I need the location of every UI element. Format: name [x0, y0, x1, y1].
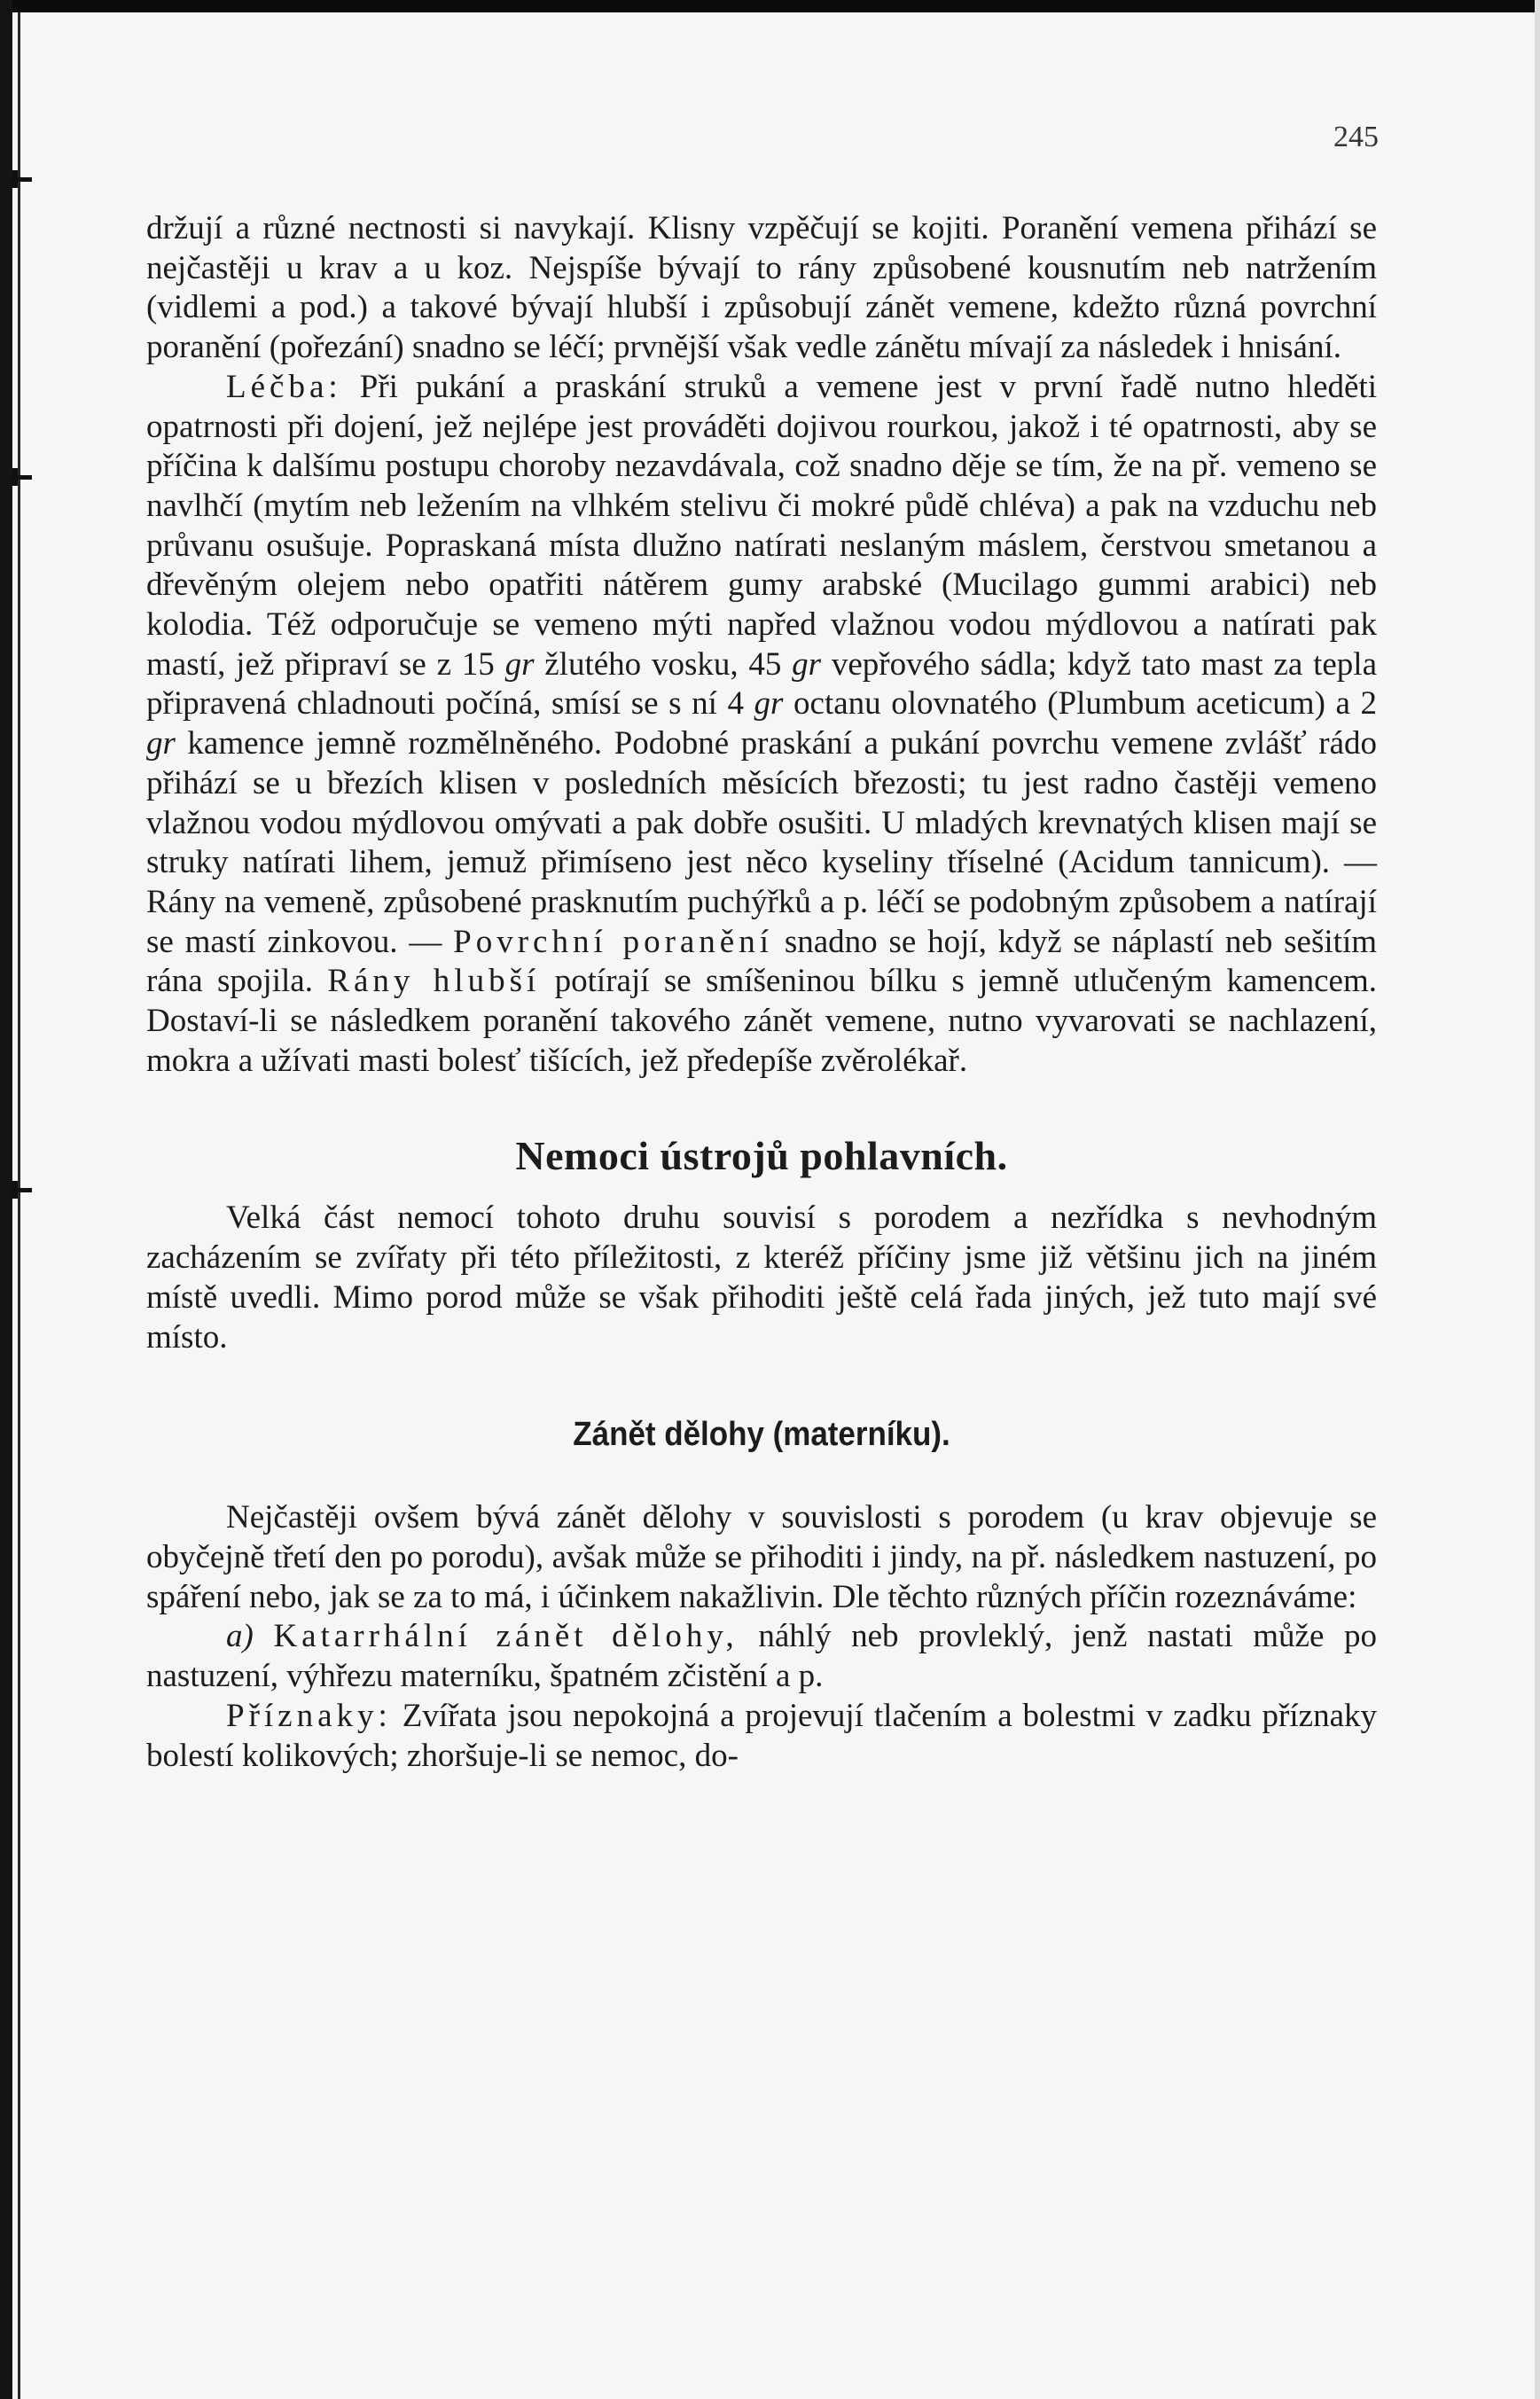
scan-border-left	[0, 0, 12, 2399]
binding-edge-line	[18, 12, 20, 2399]
paragraph-treatment: Léčba: Při pukání a praskání struků a vemene jest v první řadě nutno hleděti opatrnosti při dojení, jež nejlépe jest prováděti dojivou rourkou, jakož i té opatrnosti, aby se příčina k dalšímu postupu choroby nezavdávala, což snadno děje se tím, že na př. vemeno se navlhčí (mytím neb ležením na vlhkém stelivu či mokré půdě chléva) a pak na vzduchu neb průvanu osušuje. Popraskaná místa dlužno natírati neslaným máslem, čerstvou smetanou a dřevěným olejem nebo opatřiti nátěrem gumy arabské (Mucilago gummi arabici) neb kolodia. Též odporučuje se vemeno mýti napřed vlažnou vodou mýdlovou a natírati pak mastí, jež připraví se z 15 gr žlutého vosku, 45 gr vepřového sádla; když tato mast za tepla připravená chladnouti počíná, smísí se s ní 4 gr octanu olovnatého (Plumbum aceticum) a 2 gr kamence jemně rozmělněného. Podobné praskání a pukání povrchu vemene zvlášť rádo přihází se u březích klisen v posledních měsících březosti; tu jest radno častěji vemeno vlažnou vodou mýdlovou omývati a pak dobře osušiti. U mladých krevnatých klisen mají se struky natírati lihem, jemuž přimíseno jest něco kyseliny tříselné (Acidum tannicum). — Rány na vemeně, způsobené prasknutím puchýřků a p. léčí se podobným způsobem a natírají se mastí zinkovou. — Povrchní poranění snadno se hojí, když se náplastí neb sešitím rána spojila. Rány hlubší potírají se smíšeninou bílku s jemně utlučeným kamencem. Dostaví-li se následkem poranění takového zánět vemene, nutno vyvarovati se nachlazení, mokra a užívati masti bolesť tišících, jež předepíše zvěrolékař.	[146, 368, 1378, 1079]
label-symptoms: Příznaky:	[226, 1697, 392, 1734]
label-deep-wounds: Rány hlubší	[327, 963, 541, 1000]
paragraph-uterus-causes: Nejčastěji ovšem bývá zánět dělohy v souvislosti s porodem (u krav objevuje se obyčejně třetí den po porodu), avšak může se přihoditi i jindy, na př. následkem nastuzení, po spáření nebo, jak se za to má, i účinkem nakažlivin. Dle těchto různých příčin rozeznáváme:	[146, 1499, 1377, 1615]
paragraph-symptoms: Příznaky: Zvířata jsou nepokojná a projevují tlačením a bolestmi v zadku příznaky bolestí kolikových; zhoršuje-li se nemoc, do-	[146, 1697, 1377, 1774]
unit-gram: gr	[754, 685, 784, 723]
label-catarrhal: Katarrhální zánět dělohy,	[273, 1618, 739, 1655]
list-marker: a)	[226, 1618, 254, 1655]
label-superficial-injury: Povrchní poranění	[453, 923, 774, 960]
subsection-heading-uterus-inflammation: Zánět dělohy (materníku).	[573, 1416, 950, 1454]
binding-mark	[9, 475, 32, 480]
binding-mark	[9, 1188, 32, 1192]
unit-gram: gr	[504, 645, 535, 683]
section-heading-reproductive-diseases: Nemoci ústrojů pohlavních.	[515, 1133, 1008, 1179]
paragraph-catarrhal-type: a) Katarrhální zánět dělohy, náhlý neb provleklý, jenž nastati může po nastuzení, výhřezu materníku, špatném zčistění a p.	[146, 1618, 1377, 1695]
binding-mark	[9, 177, 32, 182]
label-treatment: Léčba:	[226, 368, 342, 405]
paragraph-injuries: držují a různé nectnosti si navykají. Klisny vzpěčují se kojiti. Poranění vemena přihází se nejčastěji u krav a u koz. Nejspíše bývají to rány způsobené kousnutím neb natržením (vidlemi a pod.) a takové bývají hlubší i způsobují zánět vemene, kdežto různá povrchní poranění (pořezání) snadno se léčí; prvnější však vedle zánětu mívají za následek i hnisání.	[146, 210, 1377, 366]
scan-border-right	[1535, 0, 1540, 2399]
paragraph-reproductive-intro: Velká část nemocí tohoto druhu souvisí s porodem a nezřídka s nevhodným zacházením se zvířaty při této příležitosti, z kteréž příčiny jsme již většinu jich na jiném místě uvedli. Mimo porod může se však přihoditi ještě celá řada jiných, jež tuto mají své místo.	[146, 1200, 1377, 1356]
page-number: 245	[1333, 121, 1379, 153]
unit-gram: gr	[792, 645, 822, 683]
page-body	[146, 209, 1377, 1776]
unit-gram: gr	[146, 725, 176, 762]
scan-border-top	[0, 0, 1540, 12]
